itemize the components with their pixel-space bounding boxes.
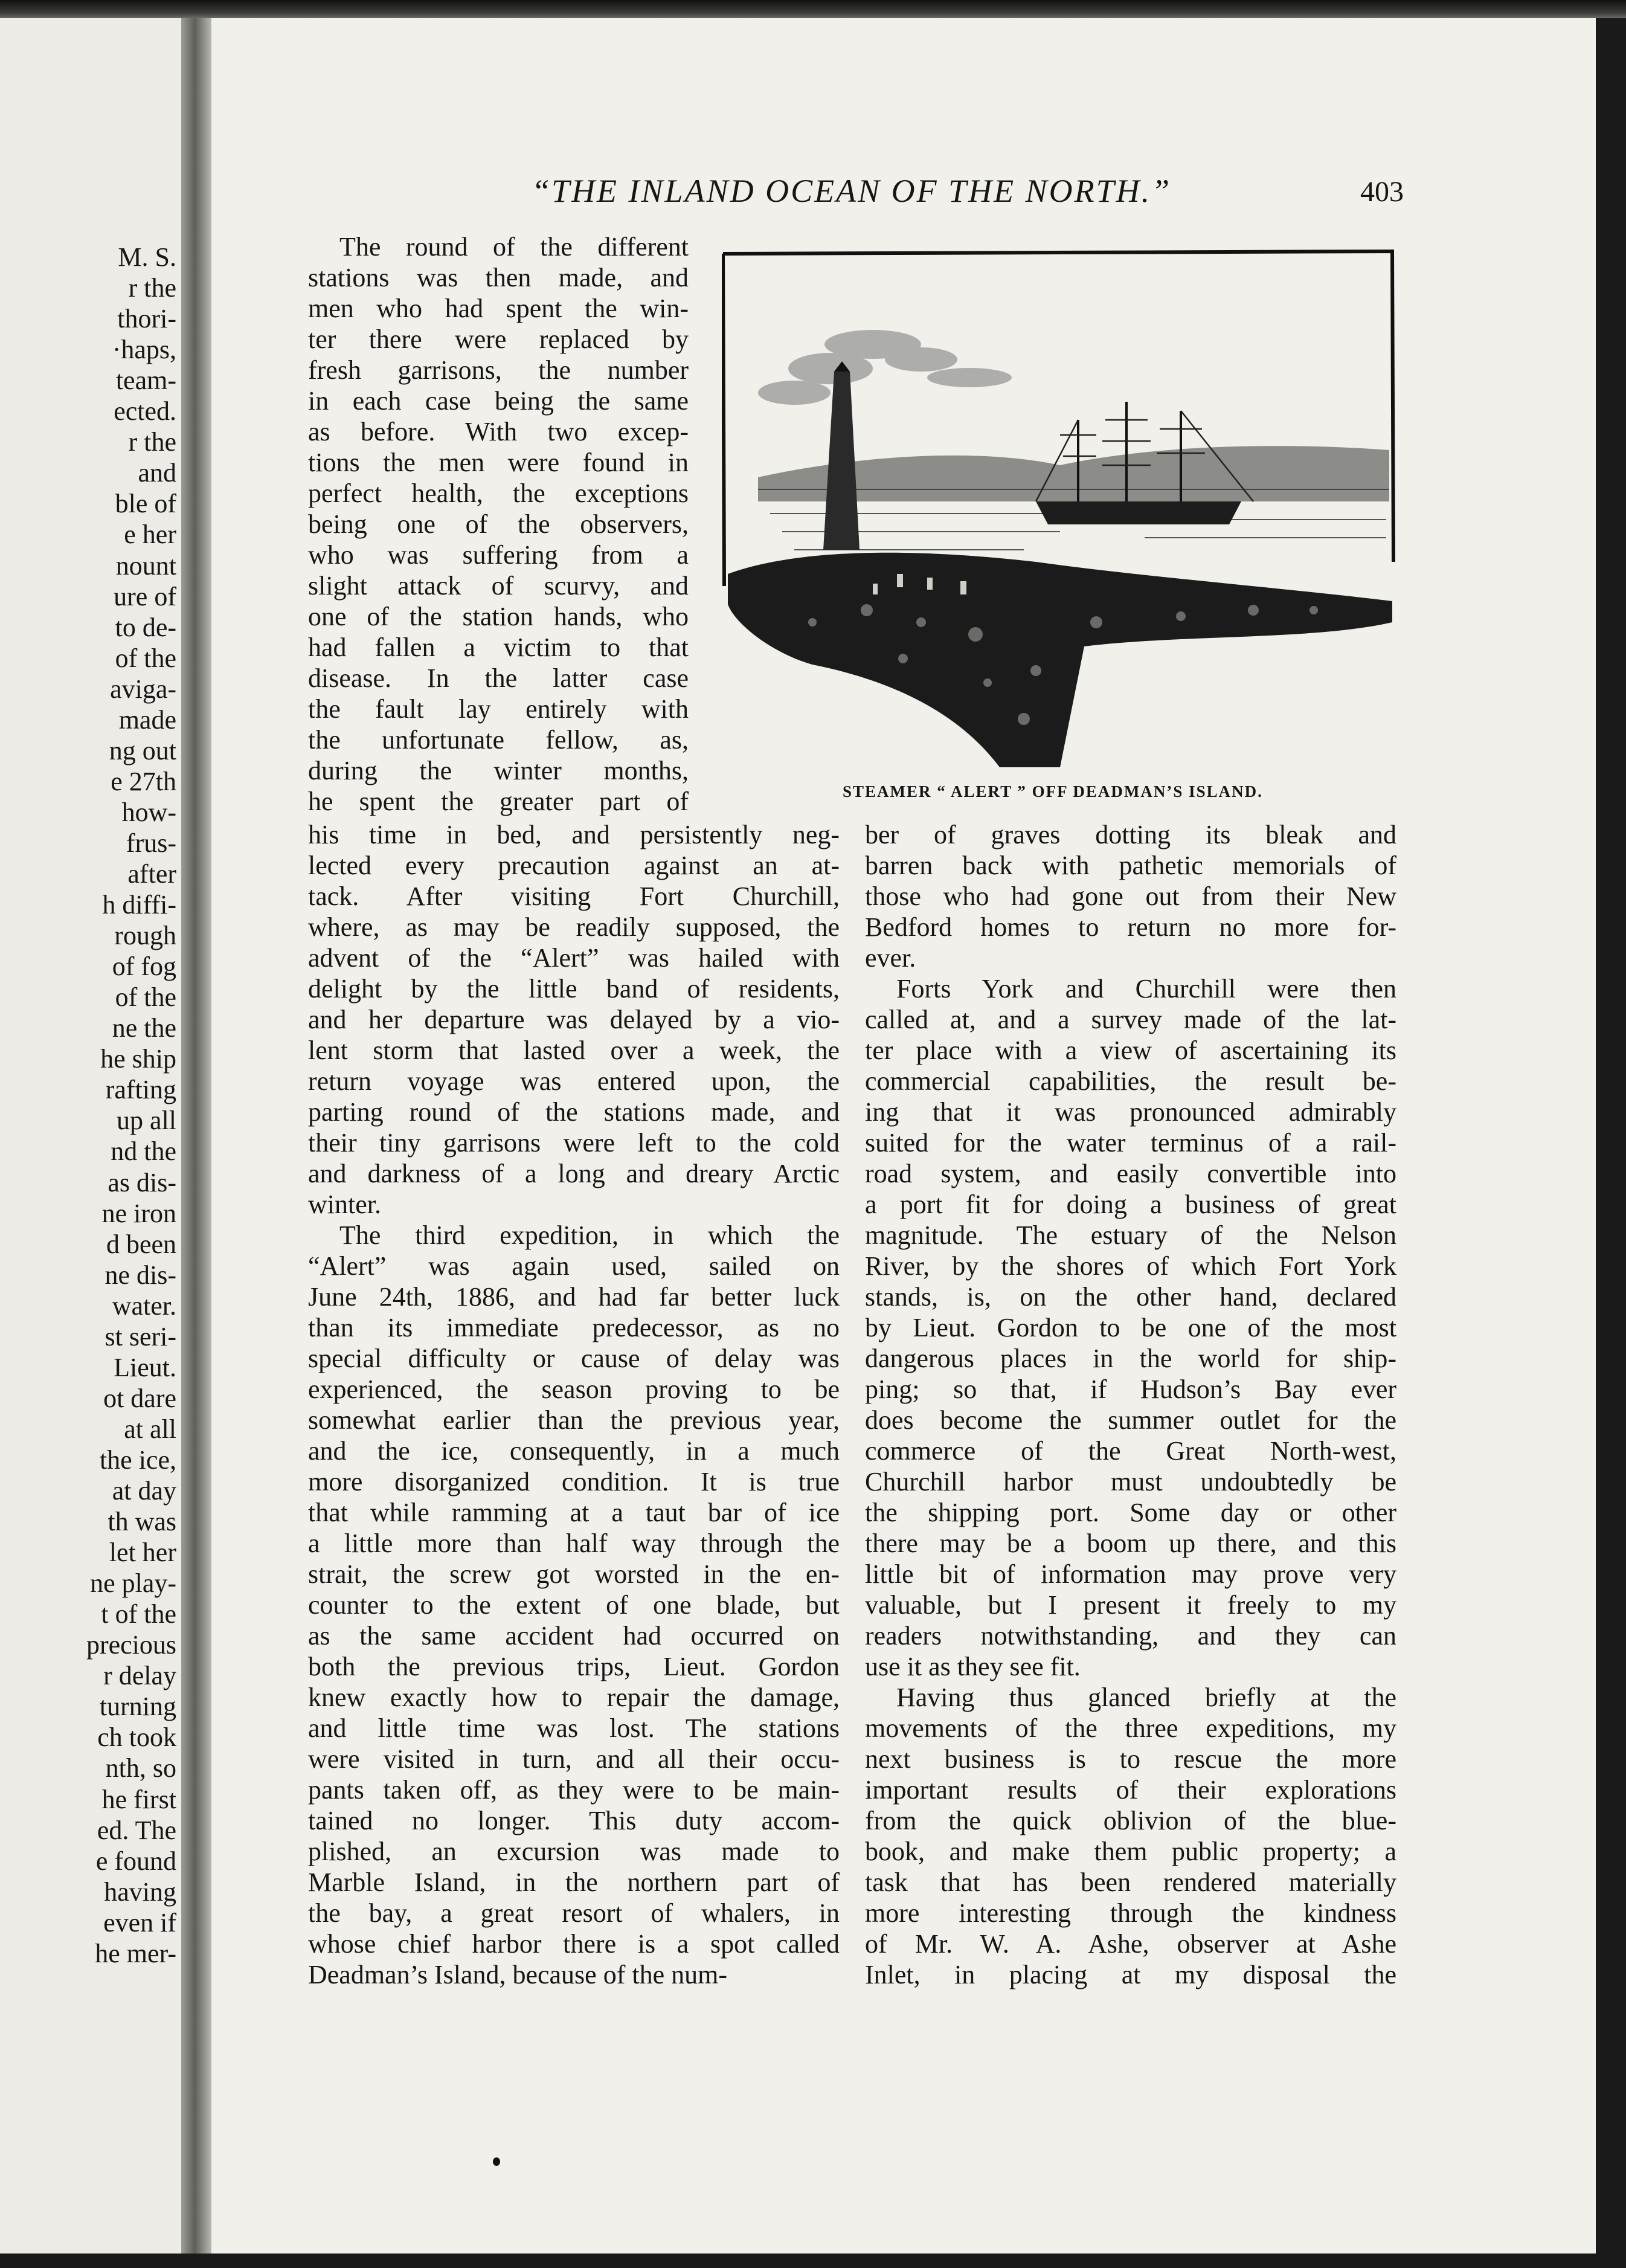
text-line: commerce of the Great North-west,	[865, 1436, 1396, 1466]
text-line: the unfortunate fellow, as,	[308, 725, 689, 755]
text-line: tions the men were found in	[308, 448, 689, 477]
text-line: does become the summer outlet for the	[865, 1405, 1396, 1435]
text-line: book, and make them public property; a	[865, 1837, 1396, 1866]
text-line: Forts York and Churchill were then	[896, 974, 1396, 1004]
text-line: those who had gone out from their New	[865, 881, 1396, 911]
left-page-fragment: nount	[115, 550, 176, 581]
left-page-fragment: rough	[114, 921, 176, 951]
page-number: 403	[1360, 176, 1404, 208]
text-line: whose chief harbor there is a spot called	[308, 1929, 840, 1959]
left-page-fragment: ected.	[114, 396, 176, 427]
text-line: a port fit for doing a business of great	[865, 1190, 1396, 1219]
left-page-fragment: ble of	[115, 489, 176, 519]
text-line: the fault lay entirely with	[308, 694, 689, 724]
left-page-fragment: r delay	[103, 1661, 176, 1691]
text-line: as before. With two excep-	[308, 417, 689, 446]
text-line: the shipping port. Some day or other	[865, 1498, 1396, 1527]
text-line: little bit of information may prove very	[865, 1559, 1396, 1589]
left-page-fragment: r the	[128, 273, 176, 303]
left-page-fragment: made	[118, 704, 176, 735]
left-page-fragment: M. S.	[118, 242, 176, 272]
text-line: Deadman’s Island, because of the num-	[308, 1960, 727, 1989]
text-line: suited for the water terminus of a rail-	[865, 1128, 1396, 1158]
text-line: in each case being the same	[308, 386, 689, 416]
left-page-fragment: precious	[86, 1630, 176, 1660]
text-line: both the previous trips, Lieut. Gordon	[308, 1652, 840, 1681]
left-page-fragment: ne play-	[90, 1568, 176, 1599]
left-page-fragment: ure of	[114, 581, 176, 611]
text-line: called at, and a survey made of the lat-	[865, 1005, 1396, 1034]
left-page-fragment: e found	[95, 1846, 176, 1876]
text-line: tained no longer. This duty accom-	[308, 1806, 840, 1835]
text-line: where, as may be readily supposed, the	[308, 912, 840, 942]
figure-caption: STEAMER “ ALERT ” OFF DEADMAN’S ISLAND.	[843, 782, 1263, 801]
left-page-fragment: r the	[128, 427, 176, 457]
left-page-fragment: nth, so	[105, 1753, 176, 1783]
text-line: road system, and easily convertible into	[865, 1159, 1396, 1188]
left-page-fragment: ne dis-	[104, 1260, 176, 1290]
left-page-fragment: at day	[112, 1476, 176, 1506]
text-line: return voyage was entered upon, the	[308, 1066, 840, 1096]
left-page-fragment: he mer-	[95, 1938, 176, 1968]
text-line: were visited in turn, and all their occu-	[308, 1744, 840, 1774]
text-line: who was suffering from a	[308, 540, 689, 570]
text-line: winter.	[308, 1190, 381, 1219]
text-line: readers notwithstanding, and they can	[865, 1621, 1396, 1651]
left-page-fragment: as dis-	[108, 1167, 176, 1197]
left-page-fragment: he ship	[100, 1044, 176, 1074]
text-line: disease. In the latter case	[308, 663, 689, 693]
text-line: men who had spent the win-	[308, 294, 689, 323]
left-page-fragment: frus-	[126, 828, 176, 858]
left-page-fragment: nd the	[111, 1136, 176, 1167]
left-page-fragment: e 27th	[111, 766, 176, 796]
left-page-fragment: rafting	[105, 1075, 176, 1105]
left-page-fragment: even if	[103, 1907, 176, 1938]
text-line: ter place with a view of ascertaining its	[865, 1036, 1396, 1065]
left-page-fragment: d been	[106, 1229, 176, 1259]
page-mark	[493, 2157, 500, 2166]
text-line: parting round of the stations made, and	[308, 1097, 840, 1127]
text-line: commercial capabilities, the result be-	[865, 1066, 1396, 1096]
text-line: and darkness of a long and dreary Arctic	[308, 1159, 840, 1188]
text-line: task that has been rendered materially	[865, 1867, 1396, 1897]
text-line: stands, is, on the other hand, declared	[865, 1282, 1396, 1312]
text-line: plished, an excursion was made to	[308, 1837, 840, 1866]
book-gutter	[181, 18, 211, 2254]
text-line: Churchill harbor must undoubtedly be	[865, 1467, 1396, 1496]
text-line: lent storm that lasted over a week, the	[308, 1036, 840, 1065]
running-head: “THE INLAND OCEAN OF THE NORTH.”	[532, 173, 1172, 209]
left-page-fragment: of the	[115, 643, 176, 673]
left-page-fragment: to de-	[115, 612, 176, 642]
text-line: use it as they see fit.	[865, 1652, 1081, 1681]
left-page-fragment: after	[127, 859, 176, 889]
text-line: he spent the greater part of	[308, 787, 689, 816]
text-line: movements of the three expeditions, my	[865, 1713, 1396, 1743]
text-line: that while ramming at a taut bar of ice	[308, 1498, 840, 1527]
text-line: his time in bed, and persistently neg-	[308, 820, 840, 849]
left-page-fragment: ed. The	[97, 1815, 176, 1845]
left-page-fragment: ·haps,	[112, 335, 176, 365]
text-line: fresh garrisons, the number	[308, 355, 689, 385]
left-page-fragment: of the	[115, 982, 176, 1013]
left-page-fragment: he first	[101, 1784, 176, 1814]
text-line: perfect health, the exceptions	[308, 478, 689, 508]
text-line: from the quick oblivion of the blue-	[865, 1806, 1396, 1835]
left-page-fragment: turning	[99, 1692, 176, 1722]
left-page-fragment: team-	[115, 366, 176, 396]
left-page-fragment: Lieut.	[114, 1352, 176, 1382]
text-line: strait, the screw got worsted in the en-	[308, 1559, 840, 1589]
text-line: by Lieut. Gordon to be one of the most	[865, 1313, 1396, 1342]
text-line: stations was then made, and	[308, 263, 689, 292]
left-page-fragment: water.	[112, 1290, 176, 1321]
text-line: pants taken off, as they were to be main-	[308, 1775, 840, 1805]
text-line: than its immediate predecessor, as no	[308, 1313, 840, 1342]
left-page-fragment: ch took	[97, 1722, 176, 1753]
left-page-fragment: of fog	[112, 952, 176, 982]
text-line: Bedford homes to return no more for-	[865, 912, 1396, 942]
text-line: of Mr. W. A. Ashe, observer at Ashe	[865, 1929, 1396, 1959]
text-line: more interesting through the kindness	[865, 1898, 1396, 1928]
text-line: “Alert” was again used, sailed on	[308, 1251, 840, 1281]
text-line: special difficulty or cause of delay was	[308, 1344, 840, 1373]
text-line: the bay, a great resort of whalers, in	[308, 1898, 840, 1928]
text-line: there may be a boom up there, and this	[865, 1529, 1396, 1558]
text-line: valuable, but I present it freely to my	[865, 1590, 1396, 1620]
left-page-fragment: and	[138, 458, 176, 488]
text-line: and her departure was delayed by a vio-	[308, 1005, 840, 1034]
left-page-fragment: th was	[108, 1507, 176, 1537]
left-page-fragment: aviga-	[110, 674, 176, 704]
text-line: one of the station hands, who	[308, 602, 689, 631]
text-line: important results of their explorations	[865, 1775, 1396, 1805]
text-line: more disorganized condition. It is true	[308, 1467, 840, 1496]
text-line: counter to the extent of one blade, but	[308, 1590, 840, 1620]
text-line: as the same accident had occurred on	[308, 1621, 840, 1651]
text-line: next business is to rescue the more	[865, 1744, 1396, 1774]
text-line: their tiny garrisons were left to the cold	[308, 1128, 840, 1158]
left-page-fragment: t of the	[101, 1599, 176, 1629]
text-line: dangerous places in the world for ship-	[865, 1344, 1396, 1373]
text-line: ping; so that, if Hudson’s Bay ever	[865, 1374, 1396, 1404]
left-page-fragment: how-	[121, 797, 176, 827]
left-page-fragment: ne iron	[101, 1198, 176, 1228]
steamer-illustration	[722, 248, 1398, 768]
text-line: knew exactly how to repair the damage,	[308, 1683, 840, 1712]
text-line: a little more than half way through the	[308, 1529, 840, 1558]
text-line: and little time was lost. The stations	[308, 1713, 840, 1743]
text-line: ter there were replaced by	[308, 324, 689, 354]
steamer-off-island-engraving	[722, 248, 1398, 768]
text-line: tack. After visiting Fort Churchill,	[308, 881, 840, 911]
left-page-fragment: ot dare	[103, 1383, 176, 1413]
text-line: The third expedition, in which the	[339, 1220, 840, 1250]
scan-right-edge	[1596, 18, 1626, 2254]
text-line: ber of graves dotting its bleak and	[865, 820, 1396, 849]
text-line: Marble Island, in the northern part of	[308, 1867, 840, 1897]
text-line: River, by the shores of which Fort York	[865, 1251, 1396, 1281]
text-line: experienced, the season proving to be	[308, 1374, 840, 1404]
left-page-fragment: ne the	[112, 1013, 176, 1043]
text-line: June 24th, 1886, and had far better luck	[308, 1282, 840, 1312]
text-line: Inlet, in placing at my disposal the	[865, 1960, 1396, 1989]
text-line: had fallen a victim to that	[308, 633, 689, 662]
text-line: delight by the little band of residents,	[308, 974, 840, 1004]
text-line: barren back with pathetic memorials of	[865, 851, 1396, 880]
left-page-fragment: up all	[117, 1106, 176, 1136]
left-page-fragment: thori-	[117, 304, 176, 334]
text-line: advent of the “Alert” was hailed with	[308, 943, 840, 973]
text-line: ever.	[865, 943, 916, 973]
text-line: and the ice, consequently, in a much	[308, 1436, 840, 1466]
text-line: magnitude. The estuary of the Nelson	[865, 1220, 1396, 1250]
left-page-fragment: let her	[109, 1538, 176, 1568]
left-page-fragment: having	[104, 1877, 176, 1907]
text-line: somewhat earlier than the previous year,	[308, 1405, 840, 1435]
text-line: The round of the different	[339, 232, 689, 262]
left-page-fragment: st seri-	[104, 1321, 176, 1351]
text-line: during the winter months,	[308, 756, 689, 785]
text-line: lected every precaution against an at-	[308, 851, 840, 880]
text-line: slight attack of scurvy, and	[308, 571, 689, 601]
text-line: Having thus glanced briefly at the	[896, 1683, 1396, 1712]
left-page-fragment: ng out	[109, 735, 176, 765]
left-page-fragment: h diffi-	[102, 890, 176, 920]
left-page-fragment: e her	[124, 520, 176, 550]
left-page-fragment: at all	[124, 1414, 176, 1444]
left-page-fragment: the ice,	[99, 1445, 176, 1475]
text-line: ing that it was pronounced admirably	[865, 1097, 1396, 1127]
text-line: being one of the observers,	[308, 509, 689, 539]
